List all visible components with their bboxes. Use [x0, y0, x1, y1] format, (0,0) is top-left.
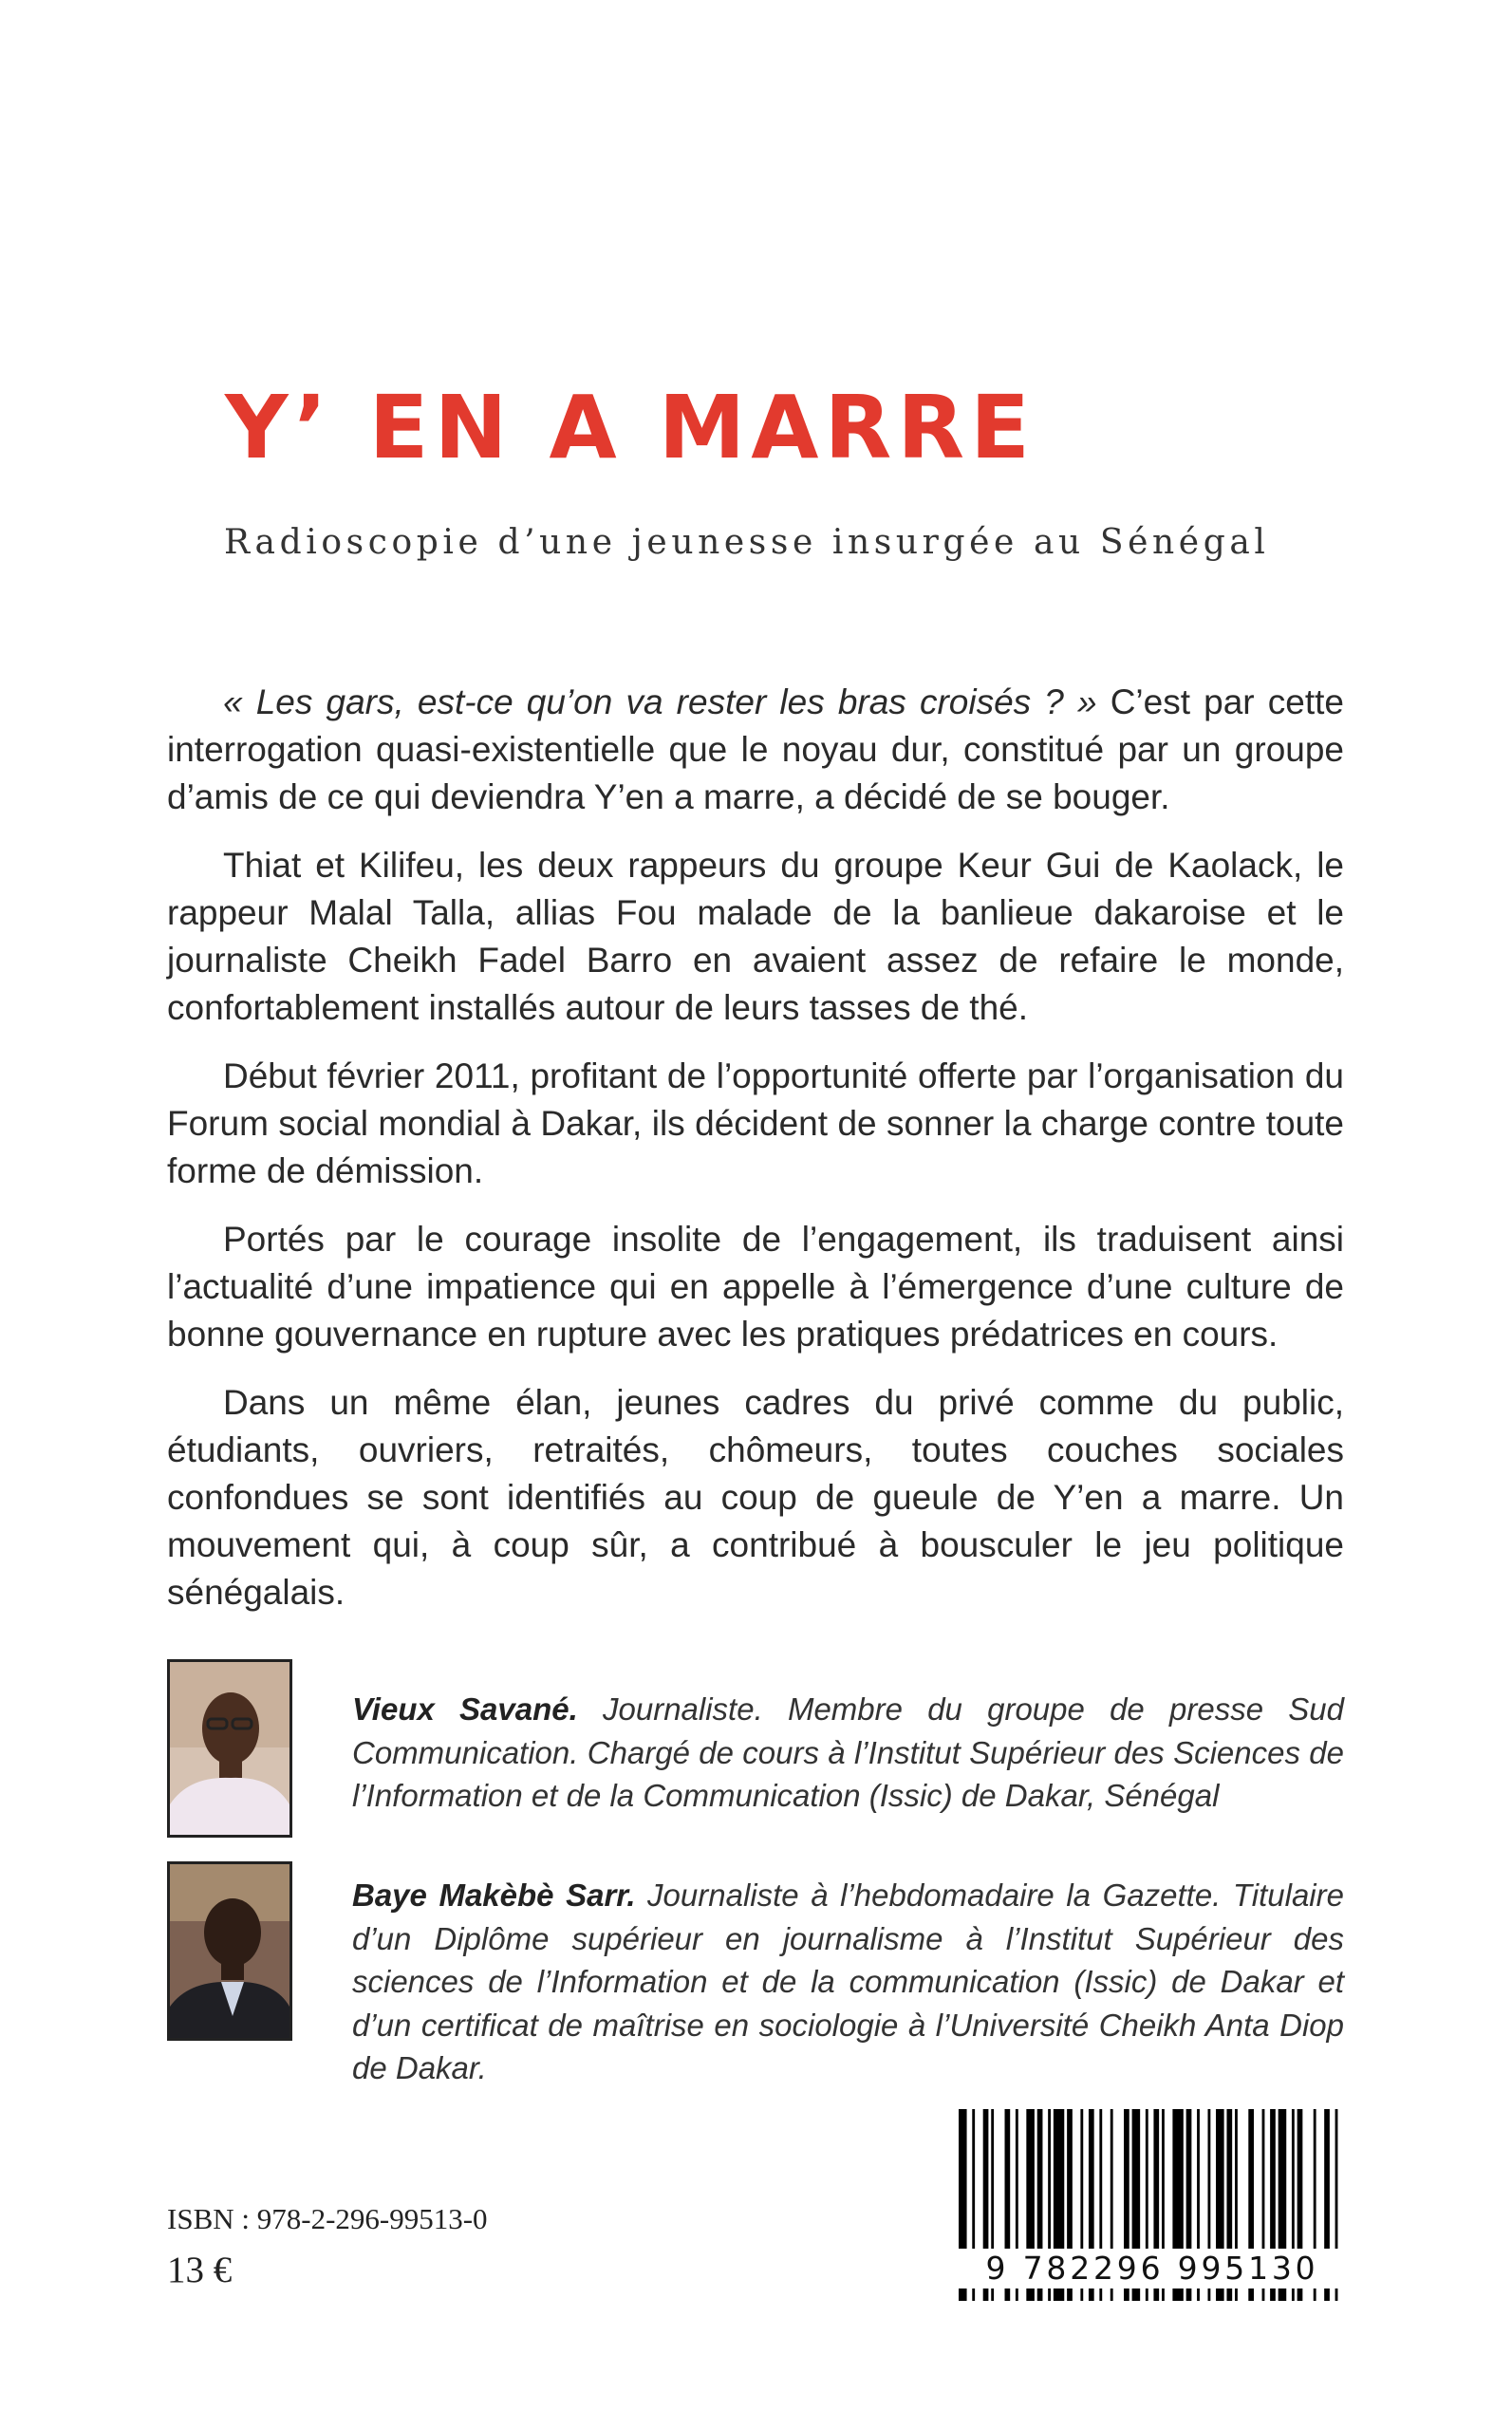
blurb-paragraph-1 [167, 679, 1344, 821]
blurb-quote: « Les gars, est-ce qu’on va rester les bras croisés ? » [223, 682, 1097, 721]
price: 13 € [167, 2250, 233, 2290]
barcode-digits: 9 782296 995130 [959, 2249, 1346, 2289]
author-name: Baye Makèbè Sarr. [352, 1878, 636, 1913]
blurb-paragraph-4: Portés par le courage insolite de l’engagement, ils traduisent ainsi l’actualité d’une impatience qui en appelle à l’émergence d’une culture de bonne gouvernance en rupture avec les pratiques prédatrices en cours. [167, 1220, 1344, 1354]
author-name: Vieux Savané. [352, 1691, 578, 1727]
blurb-paragraph-2: Thiat et Kilifeu, les deux rappeurs du groupe Keur Gui de Kaolack, le rappeur Malal Talla, allias Fou malade de la banlieue dakaroise et le journaliste Cheikh Fadel Barro en avaient assez de refaire le monde, confortablement installés autour de leurs tasses de thé. [167, 846, 1344, 1027]
author-bio-baye-makebe-sarr [352, 1874, 1344, 2090]
isbn: ISBN : 978-2-296-99513-0 [167, 2202, 488, 2235]
book-title: Y’ EN A MARRE [225, 377, 1036, 478]
blurb-paragraph-5: Dans un même élan, jeunes cadres du privé comme du public, étudiants, ouvriers, retraités, chômeurs, toutes couches sociales confondues se sont identifiés au coup de gueule de Y’en a marre. Un mouvement qui, à coup sûr, a contribué à bousculer le jeu politique sénégalais. [167, 1383, 1344, 1612]
author-photo-baye-makebe-sarr [167, 1861, 292, 2041]
portrait-icon [170, 1662, 289, 1835]
author-bio-vieux-savane [352, 1688, 1344, 1818]
author-bio-text: Journaliste à l’hebdomadaire la Gazette. Titulaire d’un Diplôme supérieur en journalisme à l’Institut Supérieur des sciences de l’Information et de la communication (Issic) de Dakar et d’un certificat de maîtrise en sociologie à l’Université Cheikh Anta Diop de Dakar. [352, 1878, 1344, 2085]
blurb [167, 679, 1344, 1637]
author-photo-vieux-savane [167, 1659, 292, 1838]
blurb-paragraph-3: Début février 2011, profitant de l’opportunité offerte par l’organisation du Forum social mondial à Dakar, ils décident de sonner la charge contre toute forme de démission. [167, 1056, 1344, 1190]
author-bio-text: Journaliste. Membre du groupe de presse Sud Communication. Chargé de cours à l’Institut Supérieur des Sciences de l’Information et de la Communication (Issic) de Dakar, Sénégal [352, 1691, 1344, 1813]
blurb-paragraph-1-text: C’est par cette interrogation quasi-existentielle que le noyau dur, constitué par un groupe d’amis de ce qui deviendra Y’en a marre, a décidé de se bouger. [167, 682, 1344, 816]
portrait-icon [170, 1864, 289, 2038]
book-subtitle: Radioscopie d’une jeunesse insurgée au Sénégal [224, 523, 1270, 562]
